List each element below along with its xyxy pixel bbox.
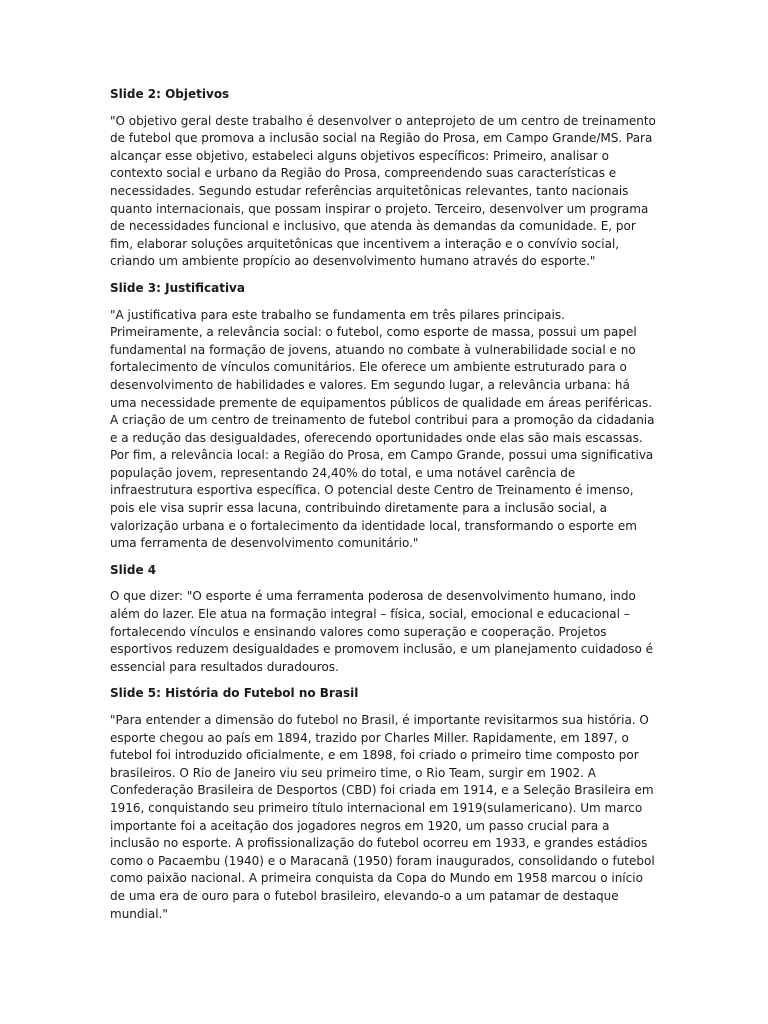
section-body: "O objetivo geral deste trabalho é desenvolver o anteprojeto de um centro de treinamento de futebol que promova a inclusão social na Região do Prosa, em Campo Grande/MS. Para alcançar esse objetivo, estabeleci alguns objetivos específicos: Primeiro, analisar o contexto social e urbano da Região do Prosa, compreendendo suas características e necessidades. Segundo estudar referências arquitetônicas relevantes, tanto nacionais quanto internacionais, que possam inspirar o projeto. Terceiro, desenvolver um programa de necessidades funcional e inclusivo, que atenda às demandas da comunidade. E, por fim, elaborar soluções arquitetônicas que incentivem a interação e o convívio social, criando um ambiente propício ao desenvolvimento humano através do esporte." bbox=[110, 113, 656, 269]
section-objetivos bbox=[110, 86, 658, 271]
document-page bbox=[110, 86, 658, 932]
section-heading: Slide 4 bbox=[110, 562, 157, 577]
section-heading: Slide 3: Justificativa bbox=[110, 280, 245, 295]
section-historia-futebol bbox=[110, 685, 658, 923]
section-body: "A justificativa para este trabalho se fundamenta em três pilares principais. Primeiramente, a relevância social: o futebol, como esporte de massa, possui um papel fundamental na formação de jovens, atuando no combate à vulnerabilidade social e no fortalecimento de vínculos comunitários. Ele oferece um ambiente estruturado para o desenvolvimento de habilidades e valores. Em segundo lugar, a relevância urbana: há uma necessidade premente de equipamentos públicos de qualidade em áreas periféricas. A criação de um centro de treinamento de futebol contribui para a promoção da cidadania e a redução das desigualdades, oferecendo oportunidades onde elas são mais escassas. Por fim, a relevância local: a Região do Prosa, em Campo Grande, possui uma significativa população jovem, representando 24,40% do total, e uma notável carência de infraestrutura esportiva específica. O potencial deste Centro de Treinamento é imenso, pois ele visa suprir essa lacuna, contribuindo diretamente para a inclusão social, a valorização urbana e o fortalecimento da identidade local, transformando o esporte em uma ferramenta de desenvolvimento comunitário." bbox=[110, 307, 655, 551]
section-slide-4 bbox=[110, 562, 658, 677]
section-body: "Para entender a dimensão do futebol no Brasil, é importante revisitarmos sua história. O esporte chegou ao país em 1894, trazido por Charles Miller. Rapidamente, em 1897, o futebol foi introduzido oficialmente, e em 1898, foi criado o primeiro time composto por brasileiros. O Rio de Janeiro viu seu primeiro time, o Rio Team, surgir em 1902. A Confederação Brasileira de Desportos (CBD) foi criada em 1914, e a Seleção Brasileira em 1916, conquistando seu primeiro título internacional em 1919(sulamericano). Um marco importante foi a aceitação dos jogadores negros em 1920, um passo crucial para a inclusão no esporte. A profissionalização do futebol ocorreu em 1933, e grandes estádios como o Pacaembu (1940) e o Maracanã (1950) foram inaugurados, consolidando o futebol como paixão nacional. A primeira conquista da Copa do Mundo em 1958 marcou o início de uma era de ouro para o futebol brasileiro, elevando-o a um patamar de destaque mundial." bbox=[110, 713, 655, 921]
section-heading: Slide 2: Objetivos bbox=[110, 87, 230, 101]
section-body: O que dizer: "O esporte é uma ferramenta poderosa de desenvolvimento humano, indo além do lazer. Ele atua na formação integral – física, social, emocional e educacional – fortalecendo vínculos e ensinando valores como superação e cooperação. Projetos esportivos reduzem desigualdades e promovem inclusão, e um planejamento cuidadoso é essencial para resultados duradouros. bbox=[110, 589, 654, 674]
section-justificativa bbox=[110, 280, 658, 553]
section-heading: Slide 5: História do Futebol no Brasil bbox=[110, 686, 359, 701]
